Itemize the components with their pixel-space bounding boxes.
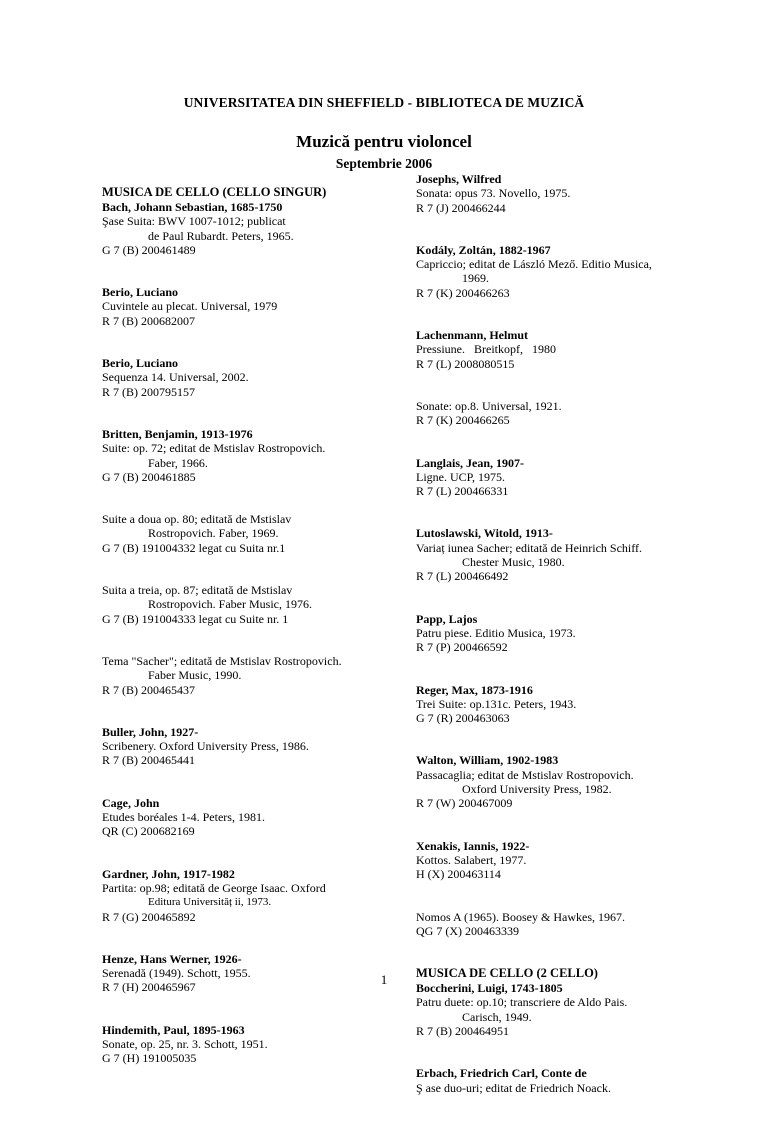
work-detail: Faber, 1966.: [148, 455, 208, 470]
catalog-entry: [416, 981, 716, 1038]
shelfmark: R 7 (J) 200466244: [416, 200, 506, 215]
work-title: Scribenery. Oxford University Press, 1986.: [102, 739, 309, 754]
work-title: Kottos. Salabert, 1977.: [416, 852, 527, 867]
work-title: Ş ase duo-uri; editat de Friedrich Noack.: [416, 1080, 611, 1095]
work-title: Passacaglia; editat de Mstislav Rostropovich.: [416, 767, 634, 782]
left-column: [102, 185, 392, 1094]
composer-name: Reger, Max, 1873-1916: [416, 682, 533, 697]
catalog-entry: [102, 583, 392, 626]
work-title: Cuvintele au plecat. Universal, 1979: [102, 299, 278, 314]
composer-name: Henze, Hans Werner, 1926-: [102, 951, 242, 966]
catalog-entry: [102, 796, 392, 839]
work-detail: Oxford University Press, 1982.: [462, 782, 612, 797]
work-title: Tema "Sacher"; editată de Mstislav Rostropovich.: [102, 653, 342, 668]
catalog-entry: [416, 683, 716, 726]
shelfmark: R 7 (L) 200466331: [416, 484, 509, 499]
shelfmark: QR (C) 200682169: [102, 824, 195, 839]
work-detail: Carisch, 1949.: [462, 1009, 532, 1024]
shelfmark: G 7 (H) 191005035: [102, 1051, 197, 1066]
composer-name: Gardner, John, 1917-1982: [102, 866, 235, 881]
catalog-entry: [416, 399, 716, 428]
shelfmark: G 7 (B) 191004332 legat cu Suita nr.1: [102, 540, 286, 555]
work-title: Nomos A (1965). Boosey & Hawkes, 1967.: [416, 909, 625, 924]
shelfmark: R 7 (B) 200464951: [416, 1023, 509, 1038]
shelfmark: R 7 (H) 200465967: [102, 980, 196, 995]
work-title: Trei Suite: op.131c. Peters, 1943.: [416, 696, 577, 711]
shelfmark: R 7 (B) 200465437: [102, 682, 195, 697]
shelfmark: G 7 (B) 200461489: [102, 242, 196, 257]
library-heading: UNIVERSITATEA DIN SHEFFIELD - BIBLIOTECA DE MUZICĂ: [183, 95, 585, 110]
catalog-entry: [416, 612, 716, 655]
work-title: Ligne. UCP, 1975.: [416, 469, 506, 484]
work-detail: Rostropovich. Faber Music, 1976.: [148, 597, 312, 612]
catalog-entry: [102, 725, 392, 768]
composer-name: Lachenmann, Helmut: [416, 328, 529, 343]
catalog-entry: [416, 172, 716, 215]
catalog-entry: [416, 753, 716, 810]
work-detail: Chester Music, 1980.: [462, 555, 565, 570]
shelfmark: G 7 (B) 191004333 legat cu Suite nr. 1: [102, 611, 289, 626]
composer-name: Berio, Luciano: [102, 285, 179, 300]
composer-name: Britten, Benjamin, 1913-1976: [102, 426, 253, 441]
work-title: Partita: op.98; editată de George Isaac. Oxford: [102, 880, 326, 895]
catalog-entry: [102, 200, 392, 257]
catalog-entry: [102, 1023, 392, 1066]
composer-name: Hindemith, Paul, 1895-1963: [102, 1022, 245, 1037]
work-title: Suite a doua op. 80; editată de Mstislav: [102, 512, 292, 527]
work-title: Serenadă (1949). Schott, 1955.: [102, 966, 251, 981]
shelfmark: G 7 (B) 200461885: [102, 469, 196, 484]
composer-name: Boccherini, Luigi, 1743-1805: [416, 981, 563, 996]
page-number: 1: [380, 972, 388, 987]
catalog-entry: [416, 1066, 716, 1095]
work-title: Sequenza 14. Universal, 2002.: [102, 370, 249, 385]
shelfmark: R 7 (B) 200465441: [102, 753, 195, 768]
shelfmark: R 7 (K) 200466263: [416, 285, 510, 300]
work-title: Şase Suita: BWV 1007-1012; publicat: [102, 214, 286, 229]
work-title: Patru duete: op.10; transcriere de Aldo Pais.: [416, 995, 628, 1010]
composer-name: Berio, Luciano: [102, 356, 179, 371]
catalog-entry: [102, 285, 392, 328]
catalog-entry: [416, 839, 716, 882]
composer-name: Walton, William, 1902-1983: [416, 753, 559, 768]
shelfmark: R 7 (K) 200466265: [416, 413, 510, 428]
work-detail: Faber Music, 1990.: [148, 668, 242, 683]
composer-name: Erbach, Friedrich Carl, Conte de: [416, 1066, 587, 1081]
catalog-entry: [416, 526, 716, 583]
work-detail: Editura Universităț ii, 1973.: [148, 896, 272, 909]
shelfmark: H (X) 200463114: [416, 867, 501, 882]
composer-name: Lutoslawski, Witold, 1913-: [416, 526, 553, 541]
composer-name: Xenakis, Iannis, 1922-: [416, 838, 530, 853]
shelfmark: R 7 (P) 200466592: [416, 640, 508, 655]
composer-name: Buller, John, 1927-: [102, 724, 199, 739]
composer-name: Kodály, Zoltán, 1882-1967: [416, 242, 551, 257]
catalog-entry: [416, 328, 716, 371]
work-title: Capriccio; editat de László Mező. Editio Musica,: [416, 257, 652, 272]
work-title: Pressiune. Breitkopf, 1980: [416, 342, 556, 357]
shelfmark: R 7 (G) 200465892: [102, 909, 196, 924]
work-detail: de Paul Rubardt. Peters, 1965.: [148, 228, 294, 243]
shelfmark: G 7 (R) 200463063: [416, 711, 510, 726]
catalog-entry: [102, 512, 392, 555]
work-detail: 1969.: [462, 271, 489, 286]
catalog-entry: [416, 456, 716, 499]
catalog-entry: [416, 243, 716, 300]
shelfmark: R 7 (L) 2008080515: [416, 356, 515, 371]
shelfmark: QG 7 (X) 200463339: [416, 923, 519, 938]
work-title: Etudes boréales 1-4. Peters, 1981.: [102, 810, 265, 825]
catalog-entry: [416, 910, 716, 939]
catalog-entry: [102, 427, 392, 484]
work-title: Sonate, op. 25, nr. 3. Schott, 1951.: [102, 1036, 268, 1051]
work-title: Sonate: op.8. Universal, 1921.: [416, 398, 562, 413]
composer-name: Papp, Lajos: [416, 611, 478, 626]
composer-name: Bach, Johann Sebastian, 1685-1750: [102, 200, 283, 214]
work-title: Patru piese. Editio Musica, 1973.: [416, 625, 576, 640]
shelfmark: R 7 (W) 200467009: [416, 796, 513, 811]
composer-name: Cage, John: [102, 795, 160, 810]
catalog-entry: [102, 867, 392, 924]
shelfmark: R 7 (B) 200795157: [102, 384, 195, 399]
section-heading-duo: MUSICA DE CELLO (2 CELLO): [416, 966, 598, 981]
date-subtitle: Septembrie 2006: [335, 156, 433, 171]
catalog-entry: [102, 654, 392, 697]
shelfmark: R 7 (L) 200466492: [416, 569, 509, 584]
work-title: Suita a treia, op. 87; editată de Mstislav: [102, 583, 293, 598]
composer-name: Langlais, Jean, 1907-: [416, 455, 525, 470]
work-title: Variaț iunea Sacher; editată de Heinrich Schiff.: [416, 540, 643, 555]
page-title: Muzică pentru violoncel: [296, 132, 472, 151]
work-title: Sonata: opus 73. Novello, 1975.: [416, 186, 571, 201]
catalog-entry: [102, 356, 392, 399]
section-heading-solo: MUSICA DE CELLO (CELLO SINGUR): [102, 185, 327, 199]
work-title: Suite: op. 72; editat de Mstislav Rostropovich.: [102, 441, 326, 456]
work-detail: Rostropovich. Faber, 1969.: [148, 526, 279, 541]
shelfmark: R 7 (B) 200682007: [102, 313, 195, 328]
composer-name: Josephs, Wilfred: [416, 172, 502, 186]
